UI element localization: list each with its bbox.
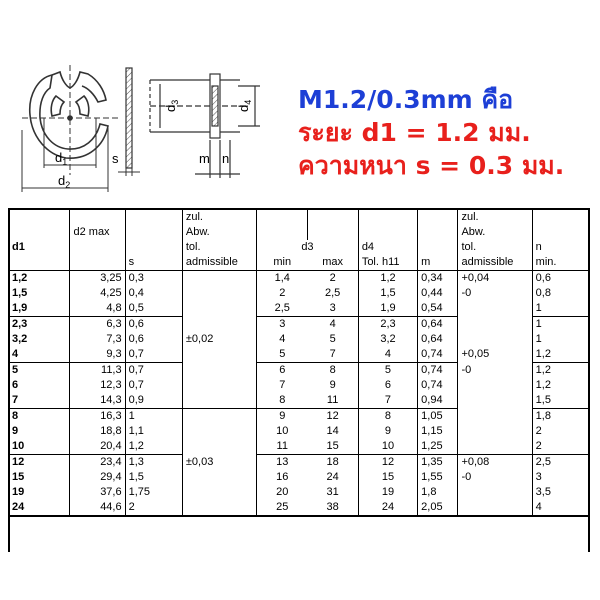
header-n-min: min.	[532, 255, 589, 271]
cell-d3-max: 24	[307, 470, 358, 485]
cell-d3-max: 9	[307, 378, 358, 393]
cell-tol-m	[458, 500, 532, 516]
cell-n-min: 2,5	[532, 455, 589, 471]
cell-s: 1,2	[125, 439, 182, 455]
cell-d3-max: 15	[307, 439, 358, 455]
cell-s: 0,6	[125, 332, 182, 347]
cell-d1: 1,5	[9, 286, 70, 301]
cell-tol-m	[458, 409, 532, 425]
cell-m: 0,54	[418, 301, 458, 317]
cell-d3-max: 8	[307, 363, 358, 379]
cell-s: 0,9	[125, 393, 182, 409]
cell-s: 1,5	[125, 470, 182, 485]
cell-d4: 15	[358, 470, 417, 485]
cell-s: 2	[125, 500, 182, 516]
cell-s: 1,1	[125, 424, 182, 439]
cell-n-min: 1	[532, 317, 589, 333]
cell-d3-max: 38	[307, 500, 358, 516]
cell-d1: 9	[9, 424, 70, 439]
cell-tol-s: ±0,02	[182, 332, 256, 347]
header-d1: d1	[9, 240, 70, 255]
cell-s: 0,5	[125, 301, 182, 317]
cell-d3-min: 3	[257, 317, 308, 333]
cell-n-min: 1,8	[532, 409, 589, 425]
cell-tol-s	[182, 286, 256, 301]
cell-d4: 6	[358, 378, 417, 393]
table-row	[9, 301, 590, 317]
d3-label: $d_3$	[163, 99, 180, 112]
cell-d4: 19	[358, 485, 417, 500]
e-clip-side-view	[118, 68, 140, 176]
cell-d1: 7	[9, 393, 70, 409]
cell-s: 1	[125, 409, 182, 425]
header-admissible: admissible	[182, 255, 256, 271]
cell-tol-m	[458, 378, 532, 393]
header-abw: Abw.	[458, 225, 532, 240]
cell-d3-min: 5	[257, 347, 308, 363]
cell-d3-min: 11	[257, 439, 308, 455]
cell-d3-min: 9	[257, 409, 308, 425]
cell-d1: 24	[9, 500, 70, 516]
cell-d4: 2,3	[358, 317, 417, 333]
table-row	[9, 393, 590, 409]
cell-d2-max: 4,25	[70, 286, 125, 301]
d-dimension-lines	[22, 65, 118, 192]
cell-tol-s	[182, 301, 256, 317]
cell-m: 1,55	[418, 470, 458, 485]
headline-size: M1.2/0.3mm คือ	[298, 85, 514, 114]
cell-n-min: 1,2	[532, 363, 589, 379]
cell-tol-m	[458, 332, 532, 347]
header-zul: zul.	[458, 209, 532, 225]
cell-d1: 1,2	[9, 271, 70, 287]
cell-tol-s	[182, 393, 256, 409]
cell-n-min: 0,6	[532, 271, 589, 287]
cell-tol-m: +0,05	[458, 347, 532, 363]
cell-tol-s	[182, 470, 256, 485]
cell-n-min: 2	[532, 439, 589, 455]
cell-tol-m: +0,08	[458, 455, 532, 471]
cell-d1: 6	[9, 378, 70, 393]
table-row	[9, 500, 590, 516]
cell-d2-max: 44,6	[70, 500, 125, 516]
cell-d2-max: 16,3	[70, 409, 125, 425]
table-row	[9, 332, 590, 347]
table-row	[9, 470, 590, 485]
header-n: n	[532, 240, 589, 255]
cell-m: 0,44	[418, 286, 458, 301]
s-label: s	[112, 151, 119, 166]
cell-d3-min: 20	[257, 485, 308, 500]
cell-tol-s	[182, 409, 256, 425]
cell-n-min: 1	[532, 301, 589, 317]
cell-tol-s	[182, 500, 256, 516]
cell-m: 0,94	[418, 393, 458, 409]
cell-tol-s	[182, 363, 256, 379]
cell-d3-max: 18	[307, 455, 358, 471]
cell-d3-max: 31	[307, 485, 358, 500]
cell-d3-max: 12	[307, 409, 358, 425]
cell-m: 0,64	[418, 317, 458, 333]
cell-n-min: 0,8	[532, 286, 589, 301]
cell-d2-max: 12,3	[70, 378, 125, 393]
cell-tol-m: -0	[458, 286, 532, 301]
header-abw: Abw.	[182, 225, 256, 240]
headline-thickness: ความหนา s = 0.3 มม.	[298, 151, 565, 180]
cell-m: 0,34	[418, 271, 458, 287]
header-admissible: admissible	[458, 255, 532, 271]
header-tol: tol.	[458, 240, 532, 255]
cell-s: 0,7	[125, 347, 182, 363]
cell-d2-max: 37,6	[70, 485, 125, 500]
cell-d3-max: 7	[307, 347, 358, 363]
cell-d4: 9	[358, 424, 417, 439]
cell-d1: 10	[9, 439, 70, 455]
cell-tol-s	[182, 317, 256, 333]
d1-label: $d_1$	[55, 150, 68, 167]
cell-s: 0,6	[125, 317, 182, 333]
cell-s: 1,3	[125, 455, 182, 471]
cell-m: 1,25	[418, 439, 458, 455]
cell-d2-max: 9,3	[70, 347, 125, 363]
cell-d1: 8	[9, 409, 70, 425]
cell-m: 1,8	[418, 485, 458, 500]
cell-n-min: 1,2	[532, 347, 589, 363]
table-row	[9, 347, 590, 363]
cell-d1: 5	[9, 363, 70, 379]
table-row	[9, 363, 590, 379]
cell-d3-max: 3	[307, 301, 358, 317]
cell-d3-min: 7	[257, 378, 308, 393]
d2-label: $d_2$	[58, 173, 71, 190]
header-tol: tol.	[182, 240, 256, 255]
cell-s: 0,7	[125, 378, 182, 393]
cell-m: 2,05	[418, 500, 458, 516]
cell-tol-m: +0,04	[458, 271, 532, 287]
cell-d4: 12	[358, 455, 417, 471]
cell-tol-m	[458, 393, 532, 409]
cell-d3-min: 25	[257, 500, 308, 516]
cell-d2-max: 11,3	[70, 363, 125, 379]
cell-d1: 15	[9, 470, 70, 485]
cell-n-min: 3,5	[532, 485, 589, 500]
cell-tol-s	[182, 439, 256, 455]
cell-d2-max: 7,3	[70, 332, 125, 347]
cell-tol-m	[458, 301, 532, 317]
cell-d2-max: 6,3	[70, 317, 125, 333]
header-tol-h11: Tol. h11	[358, 255, 417, 271]
cell-m: 1,35	[418, 455, 458, 471]
cell-d4: 10	[358, 439, 417, 455]
cell-d3-min: 10	[257, 424, 308, 439]
cell-s: 0,3	[125, 271, 182, 287]
table-row	[9, 455, 590, 471]
cell-m: 1,15	[418, 424, 458, 439]
table-row	[9, 485, 590, 500]
header-d3-max: max	[307, 255, 358, 271]
cell-d4: 4	[358, 347, 417, 363]
cell-tol-s	[182, 347, 256, 363]
cell-s: 0,7	[125, 363, 182, 379]
cell-d4: 3,2	[358, 332, 417, 347]
cell-d3-max: 4	[307, 317, 358, 333]
cell-d3-min: 1,4	[257, 271, 308, 287]
cell-d3-min: 2	[257, 286, 308, 301]
cell-tol-s	[182, 271, 256, 287]
cell-d4: 1,5	[358, 286, 417, 301]
cell-m: 0,64	[418, 332, 458, 347]
cell-tol-s: ±0,03	[182, 455, 256, 471]
header-d3-min: min	[257, 255, 308, 271]
cell-s: 0,4	[125, 286, 182, 301]
header-s: s	[125, 255, 182, 271]
table-row	[9, 424, 590, 439]
cell-d2-max: 4,8	[70, 301, 125, 317]
cell-d3-min: 8	[257, 393, 308, 409]
cell-d1: 4	[9, 347, 70, 363]
cell-d1: 1,9	[9, 301, 70, 317]
header-zul: zul.	[182, 209, 256, 225]
n-label: n	[222, 151, 230, 166]
cell-tol-s	[182, 485, 256, 500]
cell-d3-max: 5	[307, 332, 358, 347]
table-row	[9, 439, 590, 455]
cell-d2-max: 18,8	[70, 424, 125, 439]
cell-tol-m: -0	[458, 363, 532, 379]
cell-d3-max: 2	[307, 271, 358, 287]
cell-n-min: 4	[532, 500, 589, 516]
cell-d1: 19	[9, 485, 70, 500]
table-row	[9, 409, 590, 425]
cell-d3-min: 16	[257, 470, 308, 485]
cell-d3-max: 14	[307, 424, 358, 439]
cell-n-min: 1	[532, 332, 589, 347]
cell-d2-max: 20,4	[70, 439, 125, 455]
cell-d3-max: 2,5	[307, 286, 358, 301]
header-d3: d3	[257, 240, 359, 255]
m-label: m	[199, 151, 210, 166]
header-d2-max: d2 max	[70, 225, 125, 240]
cell-tol-m	[458, 439, 532, 455]
cell-n-min: 3	[532, 470, 589, 485]
cell-d4: 5	[358, 363, 417, 379]
cell-tol-m	[458, 485, 532, 500]
cell-tol-m	[458, 424, 532, 439]
cell-tol-s	[182, 424, 256, 439]
cell-d3-max: 11	[307, 393, 358, 409]
table-row	[9, 286, 590, 301]
headline-d1: ระยะ d1 = 1.2 มม.	[298, 118, 531, 147]
cell-d4: 1,9	[358, 301, 417, 317]
cell-d1: 12	[9, 455, 70, 471]
cell-d2-max: 14,3	[70, 393, 125, 409]
cell-d3-min: 6	[257, 363, 308, 379]
table-row	[9, 317, 590, 333]
cell-d4: 7	[358, 393, 417, 409]
cell-tol-m: -0	[458, 470, 532, 485]
cell-n-min: 1,2	[532, 378, 589, 393]
cell-n-min: 1,5	[532, 393, 589, 409]
cell-d3-min: 2,5	[257, 301, 308, 317]
header-m: m	[418, 255, 458, 271]
spec-table-body	[9, 271, 590, 517]
cell-d2-max: 29,4	[70, 470, 125, 485]
cell-d1: 3,2	[9, 332, 70, 347]
cell-m: 1,05	[418, 409, 458, 425]
cell-d4: 24	[358, 500, 417, 516]
cell-d2-max: 23,4	[70, 455, 125, 471]
cell-d3-min: 4	[257, 332, 308, 347]
cell-tol-s	[182, 378, 256, 393]
cell-s: 1,75	[125, 485, 182, 500]
table-row	[9, 378, 590, 393]
cell-d4: 1,2	[358, 271, 417, 287]
cell-tol-m	[458, 317, 532, 333]
cell-d1: 2,3	[9, 317, 70, 333]
cell-n-min: 2	[532, 424, 589, 439]
cell-m: 0,74	[418, 347, 458, 363]
cell-d4: 8	[358, 409, 417, 425]
cell-m: 0,74	[418, 378, 458, 393]
e-clip-spec-table	[8, 208, 590, 517]
header-d4: d4	[358, 240, 417, 255]
table-row	[9, 271, 590, 287]
cell-d3-min: 13	[257, 455, 308, 471]
d4-label: $d_4$	[236, 99, 253, 112]
cell-d2-max: 3,25	[70, 271, 125, 287]
cell-m: 0,74	[418, 363, 458, 379]
